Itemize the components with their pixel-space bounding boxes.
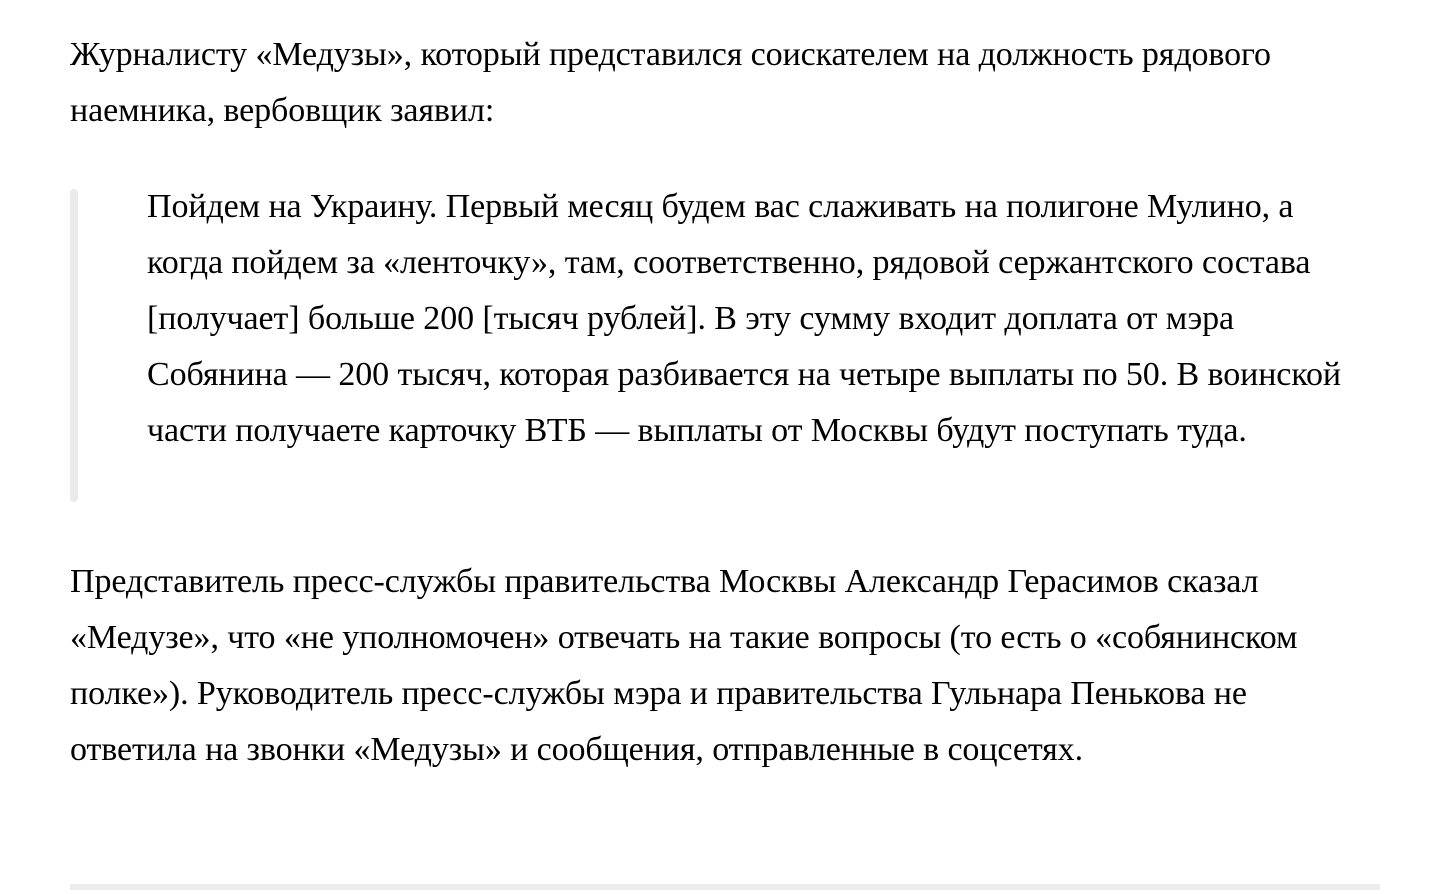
blockquote-bar [70,189,78,502]
outro-paragraph: Представитель пресс-службы правительства Москвы Александр Герасимов сказал «Медузе», что «не уполномочен» отвечать на такие вопросы (то есть о «собянинском полке»). Руководитель пресс-службы мэра и правительства Гульнара Пенькова не ответила на звонки «Медузы» и сообщения, отправленные в соцсетях. [70,563,1298,768]
blockquote-text: Пойдем на Украину. Первый месяц будем вас слаживать на полигоне Мулино, а когда пойдем за «ленточку», там, соответственно, рядовой сержантского состава [получает] больше 200 [тысяч рублей]. В эту сумму входит доплата от мэра Собянина — 200 тысяч, которая разбивается на четыре выплаты по 50. В воинской части получаете карточку ВТБ — выплаты от Москвы будут поступать туда. [147,188,1341,449]
intro-paragraph: Журналисту «Медузы», который представился соискателем на должность рядового наемника, вербовщик заявил: [70,36,1271,129]
section-divider [70,884,1380,890]
blockquote [70,189,1380,502]
